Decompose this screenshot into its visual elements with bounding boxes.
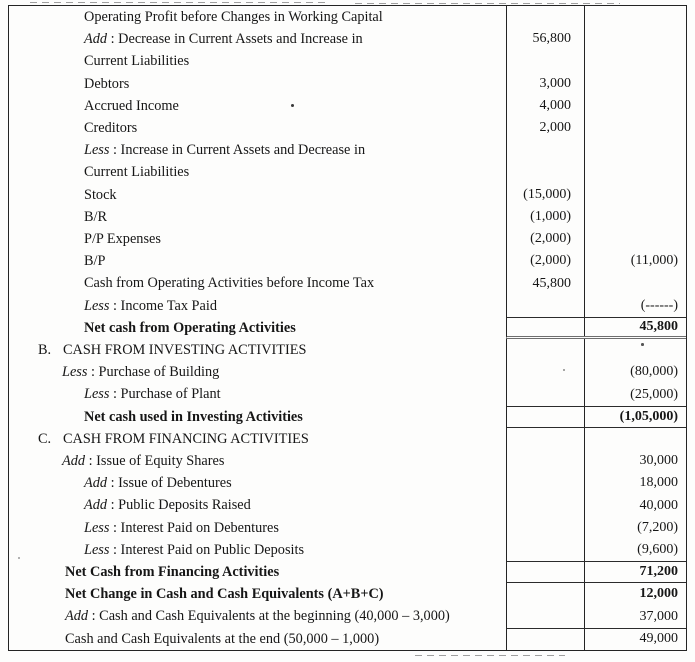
working-amount-cell — [507, 50, 585, 72]
row-label-inner — [9, 165, 189, 179]
row-keyword: Less — [84, 541, 110, 558]
statement-row — [9, 450, 686, 472]
amount-total: 49,000 — [639, 631, 678, 647]
row-label-inner — [9, 254, 105, 268]
statement-row — [9, 161, 686, 183]
row-keyword: Add — [84, 497, 108, 514]
amount-total: 30,000 — [639, 453, 678, 469]
row-label: Debtors — [84, 75, 130, 92]
total-amount-cell — [585, 361, 686, 383]
amount-working: 56,800 — [532, 31, 571, 47]
scan-artifact-dot — [18, 557, 20, 559]
amount-columns — [506, 206, 686, 228]
statement-row — [9, 206, 686, 228]
total-amount-cell — [585, 6, 686, 28]
working-amount-cell — [507, 629, 585, 650]
statement-row — [9, 28, 686, 50]
row-label: : Cash and Cash Equivalents at the beginning (40,000 – 3,000) — [88, 608, 450, 625]
total-amount-cell — [585, 629, 686, 650]
amount-columns — [506, 583, 686, 605]
row-label-cell — [9, 383, 506, 405]
row-label-cell — [9, 272, 506, 294]
amount-columns — [506, 272, 686, 294]
working-amount-cell — [507, 95, 585, 117]
row-label-cell — [9, 339, 506, 361]
total-amount-cell — [585, 605, 686, 627]
row-label: Current Liabilities — [84, 53, 190, 70]
working-amount-cell — [507, 361, 585, 383]
total-amount-cell — [585, 73, 686, 95]
section-letter: C. — [38, 430, 52, 447]
statement-row — [9, 605, 686, 627]
statement-row — [9, 295, 686, 317]
row-label-inner — [9, 299, 217, 313]
amount-columns — [506, 228, 686, 250]
total-amount-cell — [585, 472, 686, 494]
total-amount-cell — [585, 272, 686, 294]
row-label: B/P — [84, 253, 106, 270]
total-amount-cell — [585, 50, 686, 72]
scan-artifact-dot — [563, 369, 565, 371]
working-amount-cell — [507, 139, 585, 161]
total-amount-cell — [585, 539, 686, 561]
row-label: : Public Deposits Raised — [107, 497, 251, 514]
row-label-inner — [9, 565, 279, 579]
row-label: : Income Tax Paid — [109, 297, 217, 314]
amount-total: 18,000 — [639, 475, 678, 491]
amount-working: 3,000 — [539, 75, 571, 91]
row-label-inner — [9, 232, 161, 246]
amount-columns — [506, 161, 686, 183]
working-amount-cell — [507, 272, 585, 294]
amount-working: (2,000) — [530, 253, 571, 269]
row-label-inner — [9, 387, 221, 401]
amount-working: 2,000 — [539, 120, 571, 136]
row-label: : Issue of Equity Shares — [85, 453, 225, 470]
row-label-inner — [9, 321, 296, 335]
working-amount-cell — [507, 407, 585, 427]
amount-columns — [506, 628, 686, 650]
amount-columns — [506, 605, 686, 627]
row-label-inner — [9, 121, 137, 135]
amount-working: 4,000 — [539, 97, 571, 113]
working-amount-cell — [507, 583, 585, 605]
total-amount-cell — [585, 517, 686, 539]
amount-columns — [506, 28, 686, 50]
statement-row — [9, 272, 686, 294]
row-label-inner — [9, 276, 374, 290]
statement-row — [9, 428, 686, 450]
row-keyword: Less — [62, 364, 88, 381]
row-label-inner — [9, 543, 304, 557]
row-label: Net cash used in Investing Activities — [84, 408, 303, 425]
scan-ghost-line — [355, 3, 620, 4]
working-amount-cell — [507, 450, 585, 472]
row-label-cell — [9, 605, 506, 627]
row-label: Current Liabilities — [84, 164, 190, 181]
row-keyword: Add — [84, 475, 108, 492]
row-label: CASH FROM FINANCING ACTIVITIES — [63, 430, 309, 447]
amount-total: 45,800 — [639, 318, 678, 334]
amount-columns — [506, 73, 686, 95]
row-keyword: Add — [62, 453, 86, 470]
total-amount-cell — [585, 562, 686, 582]
section-letter: B. — [38, 342, 52, 358]
row-label: B/R — [84, 208, 108, 225]
working-amount-cell — [507, 228, 585, 250]
row-label: : Purchase of Plant — [109, 386, 221, 403]
amount-total: (80,000) — [630, 364, 678, 380]
row-label: Operating Profit before Changes in Working Capital — [84, 8, 383, 25]
row-keyword: Less — [84, 142, 110, 159]
row-label-inner — [9, 10, 383, 24]
amount-columns — [506, 50, 686, 72]
row-label-cell — [9, 361, 506, 383]
working-amount-cell — [507, 28, 585, 50]
total-amount-cell — [585, 184, 686, 206]
row-label-cell — [9, 428, 506, 450]
row-label-cell — [9, 406, 506, 428]
statement-row — [9, 117, 686, 139]
row-label-cell — [9, 50, 506, 72]
working-amount-cell — [507, 339, 585, 361]
statement-row — [9, 50, 686, 72]
amount-columns — [506, 117, 686, 139]
row-label-cell — [9, 228, 506, 250]
amount-working: (15,000) — [523, 186, 571, 202]
amount-columns — [506, 6, 686, 28]
row-label-cell — [9, 250, 506, 272]
amount-working: (1,000) — [530, 208, 571, 224]
statement-row — [9, 361, 686, 383]
cash-flow-statement-table — [8, 5, 687, 651]
working-amount-cell — [507, 517, 585, 539]
statement-row — [9, 472, 686, 494]
amount-columns — [506, 95, 686, 117]
amount-columns — [506, 561, 686, 583]
row-label: : Decrease in Current Assets and Increase in — [107, 31, 363, 48]
row-label-inner — [9, 454, 224, 468]
statement-row — [9, 539, 686, 561]
amount-columns — [506, 361, 686, 383]
row-label: Net cash from Operating Activities — [84, 319, 296, 336]
total-amount-cell — [585, 450, 686, 472]
statement-row — [9, 383, 686, 405]
row-label-inner — [9, 410, 303, 424]
amount-total: 40,000 — [639, 497, 678, 513]
amount-total: (11,000) — [630, 253, 678, 269]
scan-ghost-line — [415, 655, 565, 656]
working-amount-cell — [507, 295, 585, 317]
amount-total: (25,000) — [630, 386, 678, 402]
working-amount-cell — [507, 494, 585, 516]
total-amount-cell — [585, 250, 686, 272]
amount-columns — [506, 250, 686, 272]
row-label-inner — [9, 143, 365, 157]
row-label: P/P Expenses — [84, 230, 161, 247]
working-amount-cell — [507, 318, 585, 336]
statement-row — [9, 250, 686, 272]
row-label-cell — [9, 517, 506, 539]
working-amount-cell — [507, 562, 585, 582]
row-label-inner — [9, 210, 107, 224]
amount-total: (1,05,000) — [619, 408, 678, 424]
row-label-cell — [9, 539, 506, 561]
row-label-inner — [9, 521, 279, 535]
statement-row — [9, 184, 686, 206]
amount-columns — [506, 383, 686, 405]
statement-row — [9, 73, 686, 95]
row-keyword: Less — [84, 519, 110, 536]
amount-total: (9,600) — [637, 541, 678, 557]
total-amount-cell — [585, 339, 686, 361]
amount-total: (7,200) — [637, 519, 678, 535]
working-amount-cell — [507, 117, 585, 139]
amount-working: (2,000) — [530, 231, 571, 247]
row-label-cell — [9, 161, 506, 183]
row-label-cell — [9, 117, 506, 139]
amount-columns — [506, 339, 686, 361]
row-label-cell — [9, 494, 506, 516]
row-label: Cash from Operating Activities before Income Tax — [84, 275, 375, 292]
amount-columns — [506, 539, 686, 561]
statement-row — [9, 228, 686, 250]
working-amount-cell — [507, 161, 585, 183]
row-label-cell — [9, 295, 506, 317]
amount-total: (------) — [640, 297, 678, 313]
statement-row — [9, 317, 686, 339]
rows-container — [9, 6, 686, 650]
amount-total: 37,000 — [639, 608, 678, 624]
scan-artifact-dot — [641, 343, 644, 346]
amount-columns — [506, 406, 686, 428]
statement-row — [9, 139, 686, 161]
row-keyword: Less — [84, 297, 110, 314]
row-label-cell — [9, 73, 506, 95]
row-label: : Purchase of Building — [87, 364, 220, 381]
amount-columns — [506, 139, 686, 161]
row-label: : Interest Paid on Public Deposits — [109, 541, 305, 558]
row-label-cell — [9, 95, 506, 117]
row-label: Net Cash from Financing Activities — [65, 564, 280, 581]
row-label: : Issue of Debentures — [107, 475, 232, 492]
total-amount-cell — [585, 161, 686, 183]
amount-columns — [506, 517, 686, 539]
total-amount-cell — [585, 117, 686, 139]
row-label-inner — [9, 432, 309, 446]
statement-row — [9, 406, 686, 428]
scan-artifact-dot — [291, 104, 294, 107]
working-amount-cell — [507, 250, 585, 272]
row-label-cell — [9, 561, 506, 583]
working-amount-cell — [507, 184, 585, 206]
amount-total: 12,000 — [639, 586, 678, 602]
row-label-inner — [9, 609, 450, 623]
row-keyword: Add — [84, 31, 108, 48]
row-label: : Interest Paid on Debentures — [109, 519, 279, 536]
working-amount-cell — [507, 539, 585, 561]
row-keyword: Add — [65, 608, 89, 625]
total-amount-cell — [585, 206, 686, 228]
row-label-inner — [9, 587, 384, 601]
amount-columns — [506, 472, 686, 494]
statement-row — [9, 628, 686, 650]
row-label-cell — [9, 583, 506, 605]
row-label-inner — [9, 632, 379, 646]
amount-columns — [506, 295, 686, 317]
row-label-cell — [9, 184, 506, 206]
total-amount-cell — [585, 428, 686, 450]
working-amount-cell — [507, 428, 585, 450]
amount-columns — [506, 428, 686, 450]
row-label-cell — [9, 628, 506, 650]
row-label-inner — [9, 343, 306, 357]
row-label: Accrued Income — [84, 97, 179, 114]
working-amount-cell — [507, 6, 585, 28]
row-label: Net Change in Cash and Cash Equivalents (A+B+C) — [65, 586, 384, 603]
row-label: : Increase in Current Assets and Decrease in — [109, 142, 366, 159]
row-keyword: Less — [84, 386, 110, 403]
statement-row — [9, 494, 686, 516]
working-amount-cell — [507, 73, 585, 95]
total-amount-cell — [585, 95, 686, 117]
row-label: Stock — [84, 186, 117, 203]
statement-row — [9, 339, 686, 361]
statement-row — [9, 95, 686, 117]
working-amount-cell — [507, 383, 585, 405]
row-label-inner — [9, 54, 189, 68]
statement-row — [9, 517, 686, 539]
total-amount-cell — [585, 228, 686, 250]
total-amount-cell — [585, 139, 686, 161]
statement-row — [9, 6, 686, 28]
total-amount-cell — [585, 494, 686, 516]
amount-columns — [506, 184, 686, 206]
total-amount-cell — [585, 28, 686, 50]
total-amount-cell — [585, 295, 686, 317]
row-label-cell — [9, 317, 506, 339]
row-label-inner — [9, 99, 179, 113]
total-amount-cell — [585, 407, 686, 427]
amount-columns — [506, 317, 686, 339]
row-label-cell — [9, 206, 506, 228]
amount-working: 45,800 — [532, 275, 571, 291]
row-label-cell — [9, 472, 506, 494]
row-label-inner — [9, 77, 129, 91]
amount-columns — [506, 450, 686, 472]
row-label-inner — [9, 365, 219, 379]
row-label-cell — [9, 450, 506, 472]
row-label-inner — [9, 32, 363, 46]
row-label: Creditors — [84, 119, 138, 136]
working-amount-cell — [507, 472, 585, 494]
row-label-cell — [9, 28, 506, 50]
total-amount-cell — [585, 318, 686, 336]
amount-total: 71,200 — [639, 564, 678, 580]
total-amount-cell — [585, 583, 686, 605]
row-label-cell — [9, 6, 506, 28]
row-label-inner — [9, 476, 232, 490]
row-label: CASH FROM INVESTING ACTIVITIES — [63, 342, 307, 358]
scan-ghost-line — [30, 2, 330, 3]
working-amount-cell — [507, 206, 585, 228]
statement-row — [9, 561, 686, 583]
amount-columns — [506, 494, 686, 516]
row-label-cell — [9, 139, 506, 161]
row-label-inner — [9, 188, 117, 202]
row-label-inner — [9, 498, 251, 512]
statement-row — [9, 583, 686, 605]
total-amount-cell — [585, 383, 686, 405]
row-label: Cash and Cash Equivalents at the end (50,000 – 1,000) — [65, 630, 380, 647]
working-amount-cell — [507, 605, 585, 627]
